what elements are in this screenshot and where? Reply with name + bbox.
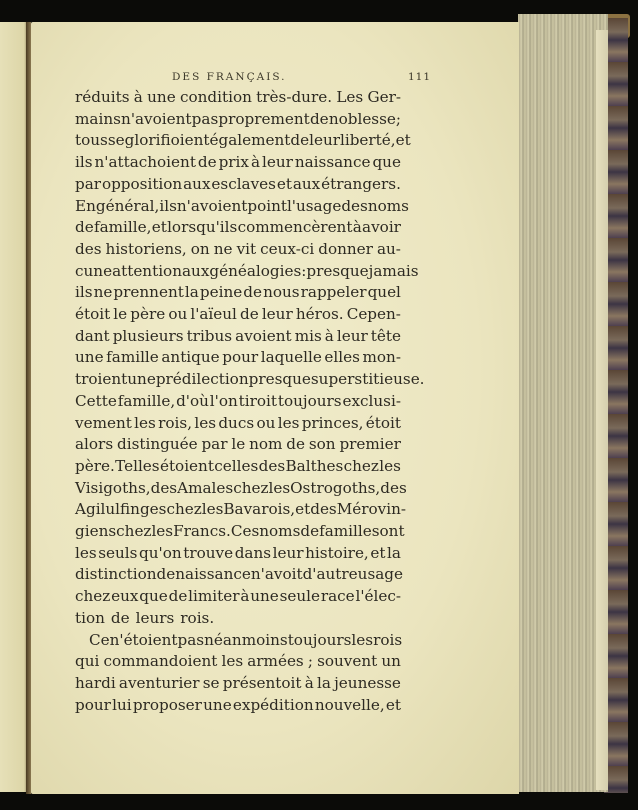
word: lorsqu'ils [167,218,238,237]
word: premier [339,435,401,454]
word: Cette [75,391,117,410]
word: chez [166,500,202,519]
word: pour [75,695,111,714]
word: condition [179,88,252,106]
word: les [268,478,291,497]
word: de [75,218,94,237]
word: rois. [180,608,215,627]
word: père [130,305,166,324]
word: superstitieuse. [310,370,425,389]
word: à [240,587,250,606]
word: Les [336,88,364,106]
page-header [75,69,431,87]
word: l'usage [286,196,342,215]
page-number: 111 [407,71,431,83]
word: lui [112,695,132,714]
word: le [231,435,246,454]
text-line [75,478,407,500]
text-line [75,630,401,652]
word: héros. [295,305,344,324]
word: une [250,587,279,606]
word: à [324,326,334,345]
word: des [341,196,368,215]
word: leur [261,305,293,324]
word: leurs [135,608,175,627]
word: giens [75,522,117,541]
word: de [156,565,176,584]
word: nom [249,435,283,454]
word: point [247,196,287,215]
word: alors [75,435,114,454]
word: chez [75,587,111,606]
word: naissance [294,153,371,172]
word: peine [199,283,243,302]
word: par [75,174,102,193]
word: famille [106,348,159,367]
text-line [75,282,401,304]
text-line [75,87,401,109]
text-line [75,434,401,456]
word: Visigoths, [75,478,151,497]
word: tête [370,326,401,345]
word: troient [75,370,128,389]
word: la [184,283,199,302]
text-line [75,130,411,152]
word: une [75,348,104,367]
word: une [127,370,156,389]
page-text-block [75,69,431,716]
word: n'avoient [121,109,192,128]
word: également [209,131,291,150]
word: l'on [209,391,238,410]
word: vement [75,413,132,432]
word: laquelle [260,348,322,367]
word: n'avoient [176,196,248,215]
word: une [203,695,232,714]
word: donner [318,239,373,258]
word: père. [75,456,115,475]
word: des [380,478,407,497]
word: présentoit [222,673,302,692]
word: usage [357,565,403,584]
word: historiens, [105,239,187,258]
word: mains [75,109,121,128]
text-line [75,304,401,326]
word: les [277,413,300,432]
text-line [75,413,401,435]
word: l'élec- [355,587,401,606]
word: chez [116,522,152,541]
word: armées [247,652,304,671]
word: esclaves [211,174,276,193]
word: et [276,174,292,193]
word: celles [214,456,259,475]
word: les [194,413,216,432]
word: vit [236,239,257,258]
word: quel [367,283,401,302]
word: chez [343,456,379,475]
text-line [75,174,401,196]
word: des [150,478,178,497]
word: la [387,543,401,562]
word: En [75,196,96,215]
word: dant [75,326,110,345]
word: n'avoit [250,565,303,584]
word: jamais [368,261,419,280]
word: proprement [218,109,310,128]
word: n'étoient [109,630,178,649]
word: dans [234,543,272,562]
word: son [308,435,336,454]
word: Agilulfinges [75,500,167,519]
word: étrangers. [321,174,401,193]
word: étoient [159,456,214,475]
word: les [351,630,374,649]
text-line [75,152,401,174]
word: que [139,587,168,606]
word: rois, [158,413,193,432]
word: de [300,522,320,541]
word: seule [279,587,321,606]
word: toujours [277,391,342,410]
word: Ostrogoths, [290,478,381,497]
word: naissance [175,565,251,584]
word: un [381,652,401,671]
word: nous [263,283,300,302]
word: au- [376,239,401,258]
word: à [304,673,314,692]
word: prix [218,153,249,172]
word: pour [222,348,259,367]
word: de [110,608,130,627]
word: seuls [98,543,138,562]
word: de [240,305,259,324]
word: tion [75,608,105,627]
word: mis [294,326,322,345]
word: de [197,153,217,172]
word: souvent [317,652,378,671]
word: et [370,543,386,562]
word: de [286,435,305,454]
word: hardi [75,673,116,692]
word: ne [93,283,113,302]
word: distinguée [116,435,198,454]
word: tribus [186,326,233,345]
text-line [75,564,401,586]
word: noblesse; [328,109,401,128]
page-stack-front [596,30,608,790]
word: d'autre [302,565,358,584]
word: leur [261,153,293,172]
word: ducs [218,413,255,432]
word: ou [168,305,188,324]
word: nouvelle, [314,695,385,714]
word: eux [111,587,139,606]
text-line [75,608,401,630]
text-line [75,651,401,673]
word: presque [248,370,311,389]
word: sont [371,522,405,541]
word: généalogies: [209,261,307,280]
word: général, [95,196,160,215]
word: famille [319,522,372,541]
word: les [134,413,156,432]
body-text [75,87,425,716]
word: cune [75,261,113,280]
word: attention [112,261,182,280]
word: avoir [362,218,401,237]
word: on [190,239,210,258]
word: les [151,522,174,541]
word: de [309,109,329,128]
word: ceux-ci [260,239,315,258]
word: noms [367,196,409,215]
word: des [310,500,337,519]
word: toujours [287,630,352,649]
word: très-dure. [256,88,333,106]
word: glorifioient [124,131,210,150]
word: rappeler [300,283,367,302]
word: de [168,587,188,606]
word: Francs. [173,522,231,541]
running-head: DES FRANÇAIS. [172,71,287,83]
word: race [320,587,355,606]
word: des [258,456,286,475]
word: leur [309,131,340,150]
word: famille, [117,391,176,410]
text-line [75,217,401,239]
text-line [75,586,401,608]
word: liberté, [339,131,396,150]
word: Telles [115,456,160,475]
word: limiter [188,587,240,606]
word: qu'on [139,543,182,562]
text-line [75,239,401,261]
word: Cepen- [346,305,401,324]
word: les [201,500,224,519]
word: aux [292,174,321,193]
word: expédition [232,695,314,714]
word: l'aïeul [190,305,237,324]
word: tiroit [238,391,277,410]
word: des [75,239,102,258]
word: et [151,218,167,237]
word: distinction [75,565,157,584]
word: Balthes [285,456,344,475]
word: ils [75,283,93,302]
word: pas [191,109,219,128]
word: antique [161,348,220,367]
word: les [221,652,244,671]
word: étoit [75,305,111,324]
text-line [75,196,409,218]
word: proposer [132,695,202,714]
word: les [75,543,97,562]
word: de [243,283,262,302]
word: ils [159,196,177,215]
word: aventurier [118,673,200,692]
word: presque [306,261,369,280]
text-line [75,673,401,695]
word: mon- [362,348,401,367]
text-line [75,347,401,369]
word: pas [177,630,205,649]
word: leur [272,543,304,562]
word: tous [75,131,108,150]
word: que [372,153,401,172]
word: à [133,88,143,106]
text-line [75,326,401,348]
word: Amales [177,478,234,497]
text-line [75,543,401,565]
word: rois [373,630,403,649]
text-line [75,521,405,543]
word: leur [336,326,368,345]
word: néanmoins [204,630,288,649]
word: famille, [93,218,152,237]
word: chez [233,478,269,497]
word: à [250,153,261,172]
word: commencèrent [237,218,353,237]
word: prédilection [155,370,249,389]
word: jeunesse [334,673,401,692]
word: et [395,131,411,150]
word: la [316,673,331,692]
word: ; [307,652,313,671]
word: qui [75,652,100,671]
word: commandoient [103,652,218,671]
word: ils [75,153,93,172]
word: se [107,131,125,150]
text-line [75,499,407,521]
word: prennent [113,283,184,302]
text-line [75,109,401,131]
word: d'où [176,391,209,410]
word: de [290,131,310,150]
word: Bavarois, [223,500,296,519]
word: avoient [235,326,292,345]
word: histoire, [305,543,369,562]
word: Mérovin- [336,500,407,519]
word: ou [256,413,276,432]
word: le [113,305,128,324]
page-stack-edges [518,14,608,792]
word: aux [183,174,211,193]
word: et [385,695,401,714]
word: et [295,500,311,519]
text-line [75,456,401,478]
text-line [75,391,401,413]
word: par [201,435,228,454]
word: Ger- [367,88,401,106]
word: à [352,218,362,237]
word: plusieurs [112,326,184,345]
word: se [202,673,220,692]
word: Ces [230,522,260,541]
word: princes, [301,413,364,432]
text-line [75,369,425,391]
word: aux [181,261,210,280]
word: trouve [183,543,234,562]
word: noms [259,522,301,541]
word: étoit [365,413,401,432]
word: elles [324,348,360,367]
word: opposition [101,174,183,193]
word: exclusi- [342,391,401,410]
word: réduits [75,88,130,106]
text-line [75,261,419,283]
word: ne [213,239,233,258]
word: une [147,88,176,106]
text-line [75,695,401,717]
word: les [379,456,401,475]
word: n'attachoient [94,153,196,172]
word: Ce [89,630,110,649]
